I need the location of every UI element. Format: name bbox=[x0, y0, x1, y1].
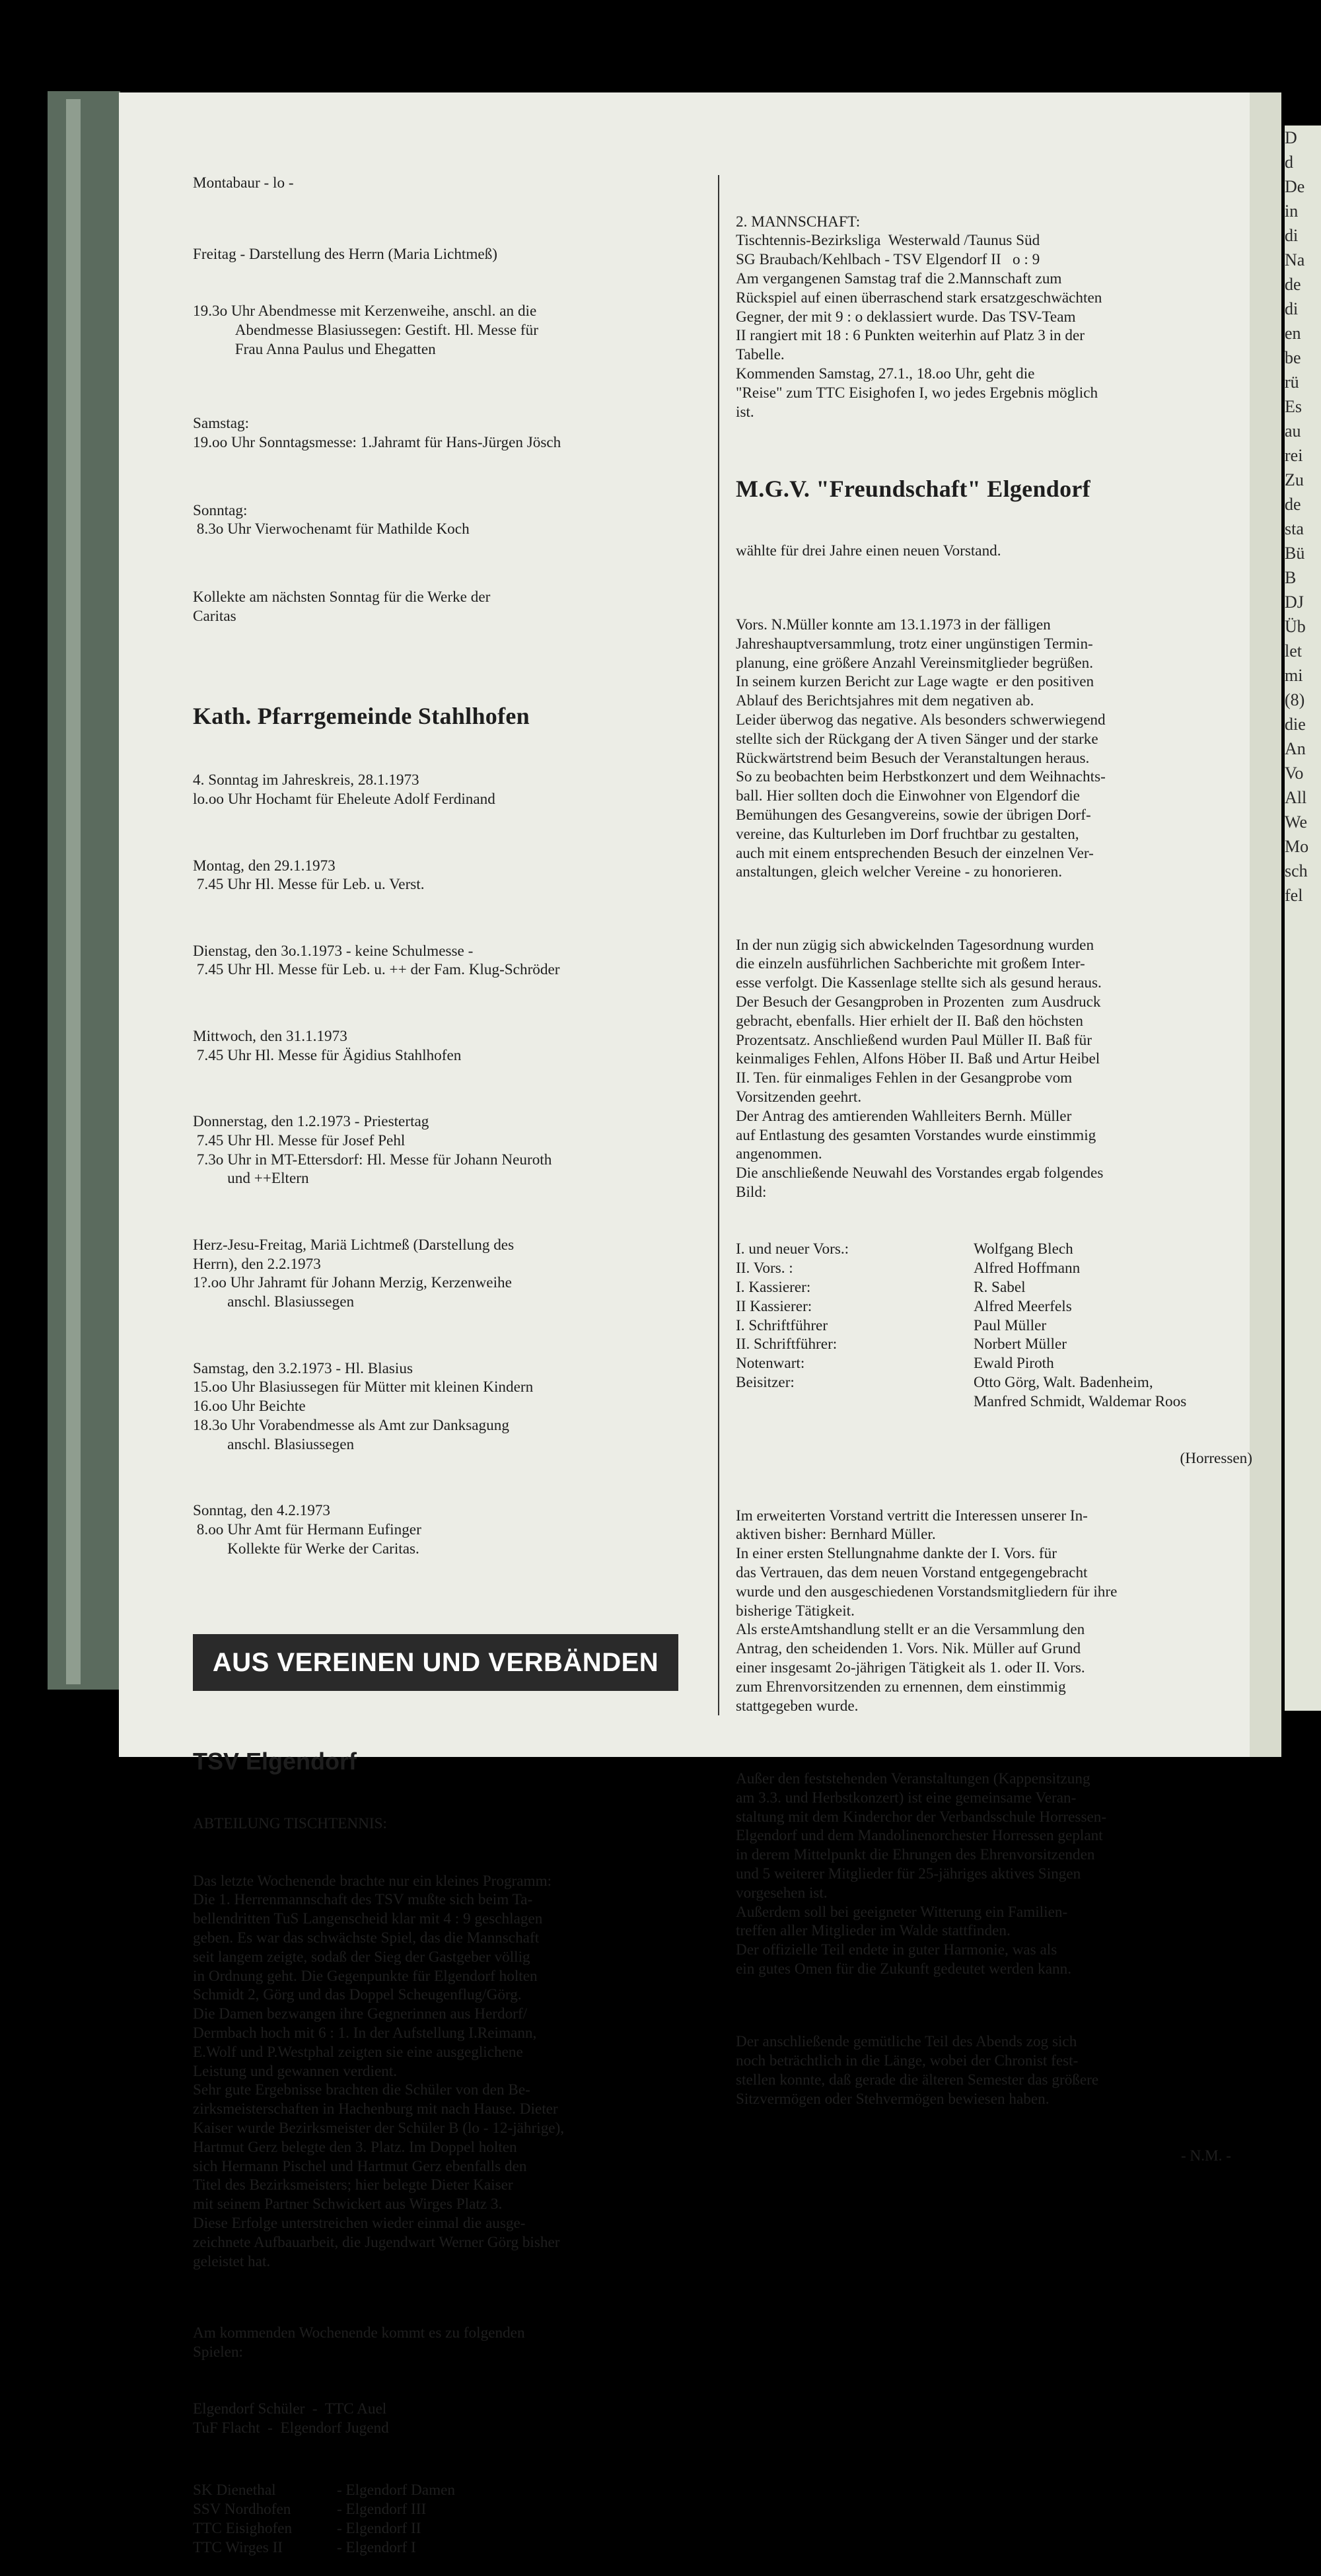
column-rule bbox=[718, 175, 719, 1715]
collection-note: Kollekte am nächsten Sonntag für die Werke der Caritas bbox=[193, 588, 491, 625]
mgv-paragraph: Im erweiterten Vorstand vertritt die Interessen unserer In- aktiven bisher: Bernhard Müller. In einer ersten Stellungnahme dankte der I. Vors. für das Vertrauen, das dem neuen Vorstand entgegengebracht wurde und den ausgeschiedenen Vorstandsmitgliedern für ihre bisherige Tätigkeit. Als ersteAmtshandlung stellt er an die Versammlung den Antrag, den scheidenden 1. Vors. Nik. Müller auf Grund einer insgesamt 2o-jährigen Tätigkeit als 1. oder II. Vors. zum Ehrenvorsitzenden zu ernennen, dem einstimmig stattgegeben wurde. bbox=[736, 1507, 1118, 1715]
strip-fragment: We bbox=[1285, 812, 1307, 832]
strip-fragment: All bbox=[1285, 788, 1307, 807]
parish-entry: Herz-Jesu-Freitag, Mariä Lichtmeß (Darstellung des Herrn), den 2.2.1973 1?.oo Uhr Jahramt für Johann Merzig, Kerzenweihe anschl. Blasiussegen bbox=[193, 1236, 515, 1311]
parish-entry: Mittwoch, den 31.1.1973 7.45 Uhr Hl. Messe für Ägidius Stahlhofen bbox=[193, 1027, 462, 1064]
parish-entry: Sonntag, den 4.2.1973 8.oo Uhr Amt für Hermann Eufinger Kollekte für Werke der Caritas. bbox=[193, 1502, 421, 1557]
strip-fragment: de bbox=[1285, 495, 1301, 514]
strip-fragment: en bbox=[1285, 324, 1301, 343]
next-page-strip bbox=[1285, 125, 1321, 1711]
officer-name: Otto Görg, Walt. Badenheim, Manfred Schmidt, Waldemar Roos bbox=[974, 1374, 1187, 1410]
officer-role: I. Schriftführer bbox=[736, 1316, 828, 1334]
officer-name: Alfred Meerfels bbox=[974, 1297, 1072, 1315]
author-signature: - N.M. - bbox=[1181, 2147, 1231, 2165]
strip-fragment: B bbox=[1285, 568, 1297, 587]
strip-fragment: An bbox=[1285, 739, 1306, 758]
club-report: Das letzte Wochenende brachte nur ein kleines Programm: Die 1. Herrenmannschaft des TSV mußte sich beim Ta- bellendritten TuS Langenscheid klar mit 4 : 9 geschlagen geben. Es war das schwächste Spiel, das die Mannschaft seit langem zeigte, sodaß der Sieg der Gastgeber völlig in Ordnung geht. Die Gegenpunkte für Elgendorf holten Schmidt 2, Görg und das Doppel Scheugenflug/Görg. Die Damen bezwangen ihre Gegnerinnen aus Herdorf/ Dermbach hoch mit 6 : 1. In der Aufstellung I.Reimann, E.Wolf und P.Westphal zeigten sie eine ausgeglichene Leistung und gewannen verdient. Sehr gute Ergebnisse brachten die Schüler von den Be- zirksmeisterschaften in Hachenburg mit nach Hause. Dieter Kaiser wurde Bezirksmeister der Schüler B (lo - 12-jährige), Hartmut Gerz belegte den 3. Platz. Im Doppel holten sich Hermann Pischel und Hartmut Gerz ebenfalls den Titel des Bezirksmeisters; hier belegte Dieter Kaiser mit seinem Partner Schwickert aus Wirges Platz 3. Diese Erfolge unterstreichen wieder einmal die ausge- zeichnete Aufbauarbeit, die Jugendwart Werner Görg bisher geleistet hat. bbox=[193, 1872, 565, 2270]
strip-fragment: DJ bbox=[1285, 592, 1304, 612]
team2-report: 2. MANNSCHAFT: Tischtennis-Bezirksliga Westerwald /Taunus Süd SG Braubach/Kehlbach - TSV Elgendorf II o : 9 Am vergangenen Samstag traf die 2.Mannschaft zum Rückspiel auf einen überraschend stark ersatzgeschwächten Gegner, der mit 9 : o deklassiert wurde. Das TSV-Team II rangiert mit 18 : 6 Punkten weiterhin auf Platz 3 in der Tabelle. Kommenden Samstag, 27.1., 18.oo Uhr, geht die "Reise" zum TTC Eisighofen I, wo jedes Ergebnis möglich ist. bbox=[736, 213, 1102, 421]
officer-role: II Kassierer: bbox=[736, 1297, 812, 1315]
mass-entry: 19.3o Uhr Abendmesse mit Kerzenweihe, anschl. an die Abendmesse Blasiussegen: Gestift. Hl. Messe für Frau Anna Paulus und Ehegatten bbox=[193, 303, 538, 358]
strip-fragment: rei bbox=[1285, 446, 1303, 465]
officers-list bbox=[736, 1240, 1271, 1411]
strip-fragment: Üb bbox=[1285, 617, 1306, 636]
strip-fragment: D bbox=[1285, 128, 1297, 147]
officer-name: Ewald Piroth bbox=[974, 1355, 1054, 1373]
running-head: Montabaur - lo - bbox=[193, 174, 294, 192]
parish-entry: Donnerstag, den 1.2.1973 - Priestertag 7.45 Uhr Hl. Messe für Josef Pehl 7.3o Uhr in MT-Ettersdorf: Hl. Messe für Johann Neuroth und ++Eltern bbox=[193, 1113, 552, 1188]
fixture-away: - Elgendorf III bbox=[337, 2501, 427, 2519]
officer-role: Notenwart: bbox=[736, 1355, 805, 1373]
section-banner: AUS VEREINEN UND VERBÄNDEN bbox=[193, 1634, 678, 1691]
mgv-subtitle: wählte für drei Jahre einen neuen Vorstand. bbox=[736, 542, 1001, 559]
officers-note: (Horressen) bbox=[1180, 1450, 1252, 1468]
officer-role: II. Schriftführer: bbox=[736, 1336, 838, 1353]
strip-fragment: in bbox=[1285, 201, 1299, 221]
officer-name: Paul Müller bbox=[974, 1316, 1047, 1334]
strip-fragment: be bbox=[1285, 348, 1301, 367]
mgv-paragraph: Vors. N.Müller konnte am 13.1.1973 in der fälligen Jahreshauptversammlung, trotz einer ungünstigen Termin- planung, eine größere Anzahl Vereinsmitglieder begrüßen. In seinem kurzen Bericht zur Lage wagte er den positiven Ablauf des Berichtsjahres mit dem negativen ab. Leider überwog das negative. Als besonders schwerwiegend stellte sich der Rückgang der A tiven Sänger und der starke Rückwärtstrend beim Besuch der Veranstaltungen heraus. So zu beobachten beim Herbstkonzert und dem Weihnachts- ball. Hier sollten doch die Einwohner von Elgendorf die Bemühungen des Gesangvereins, sowie der übrigen Dorf- vereine, das Kulturleben im Dorf fruchtbar zu gestalten, auch mit einem entsprechenden Besuch der einzelnen Ver- anstaltungen, gleich welcher Vereine - zu honorieren. bbox=[736, 616, 1106, 881]
fixtures-table bbox=[193, 2481, 705, 2557]
fixture-home: SSV Nordhofen bbox=[193, 2501, 291, 2519]
parish-entry: Dienstag, den 3o.1.1973 - keine Schulmesse - 7.45 Uhr Hl. Messe für Leb. u. ++ der Fam. Klug-Schröder bbox=[193, 942, 560, 979]
strip-fragment: mi bbox=[1285, 666, 1303, 685]
fixture-away: - Elgendorf II bbox=[337, 2519, 421, 2537]
parish-entry: Samstag, den 3.2.1973 - Hl. Blasius 15.oo Uhr Blasiussegen für Mütter mit kleinen Kindern 16.oo Uhr Beichte 18.3o Uhr Vorabendmesse als Amt zur Danksagung anschl. Blasiussegen bbox=[193, 1359, 534, 1453]
strip-fragment: sch bbox=[1285, 861, 1308, 880]
mass-entry: Samstag: 19.oo Uhr Sonntagsmesse: 1.Jahramt für Hans-Jürgen Jösch bbox=[193, 415, 561, 452]
strip-fragment: de bbox=[1285, 275, 1301, 294]
club-title: TSV Elgendorf bbox=[193, 1747, 357, 1775]
fixture-away: - Elgendorf Damen bbox=[337, 2482, 455, 2499]
fixture-home: TTC Eisighofen bbox=[193, 2519, 293, 2537]
officer-name: R. Sabel bbox=[974, 1279, 1026, 1297]
strip-fragment: let bbox=[1285, 641, 1302, 661]
next-games-intro: Am kommenden Wochenende kommt es zu folgenden Spielen: bbox=[193, 2324, 525, 2361]
strip-fragment: di bbox=[1285, 226, 1299, 245]
fixture-away: - Elgendorf I bbox=[337, 2538, 416, 2556]
fixture-home: SK Dienethal bbox=[193, 2482, 276, 2499]
officer-role: Beisitzer: bbox=[736, 1374, 795, 1392]
officer-role: I. und neuer Vors.: bbox=[736, 1240, 849, 1258]
binder-cover bbox=[48, 91, 120, 1690]
parish-entry: Montag, den 29.1.1973 7.45 Uhr Hl. Messe für Leb. u. Verst. bbox=[193, 857, 425, 894]
strip-fragment: rü bbox=[1285, 373, 1299, 392]
strip-fragment: d bbox=[1285, 153, 1293, 172]
strip-fragment: De bbox=[1285, 177, 1305, 196]
strip-fragment: Es bbox=[1285, 397, 1302, 416]
strip-fragment: Mo bbox=[1285, 837, 1309, 856]
strip-fragment: sta bbox=[1285, 519, 1304, 538]
binder-spine bbox=[66, 99, 81, 1684]
strip-fragment: di bbox=[1285, 299, 1299, 318]
strip-fragment: die bbox=[1285, 715, 1306, 734]
mgv-paragraph: Außer den feststehenden Veranstaltungen (Kappensitzung am 3.3. und Herbstkonzert) ist eine gemeinsame Veran- staltung mit dem Kinderchor der Verbandsschule Horressen- Elgendorf und dem Mandolinenorchester Horressen geplant in derem Mittelpunkt die Ehrungen des Ehrenvorsitzenden und 5 weiterer Mitglieder für 25-jähriges aktives Singen vorgesehen ist. Außerdem soll bei geeigneter Witterung ein Familien- treffen aller Mitglieder im Walde stattfinden. Der offizielle Teil endete in guter Harmonie, was als ein gutes Omen für die Zukunft gedeutet werden kann. bbox=[736, 1770, 1107, 1978]
strip-fragment: Vo bbox=[1285, 764, 1304, 783]
strip-fragment: Bü bbox=[1285, 544, 1305, 563]
mass-entry: Sonntag: 8.3o Uhr Vierwochenamt für Mathilde Koch bbox=[193, 501, 470, 538]
mgv-paragraph: Der anschließende gemütliche Teil des Abends zog sich noch beträchtlich in die Länge, wobei der Chronist fest- stellen konnte, daß gerade die älteren Semester das größere Sitzvermögen oder Stehvermögen bewiesen haben. bbox=[736, 2033, 1099, 2108]
officer-role: II. Vors. : bbox=[736, 1260, 793, 1277]
fixture-home: TTC Wirges II bbox=[193, 2538, 283, 2556]
right-column bbox=[736, 174, 1271, 2185]
strip-fragment: Na bbox=[1285, 250, 1305, 269]
mass-entry: Freitag - Darstellung des Herrn (Maria Lichtmeß) bbox=[193, 245, 498, 263]
strip-fragment: (8) bbox=[1285, 690, 1305, 709]
mgv-title: M.G.V. "Freundschaft" Elgendorf bbox=[736, 475, 1090, 502]
officer-name: Norbert Müller bbox=[974, 1336, 1067, 1353]
club-section-label: ABTEILUNG TISCHTENNIS: bbox=[193, 1815, 387, 1833]
strip-fragment: fel bbox=[1285, 886, 1303, 905]
mgv-paragraph: In der nun zügig sich abwickelnden Tagesordnung wurden die einzeln ausführlichen Sachberichte mit großem Inter- esse verfolgt. Die Kassenlage stellte sich als gesund heraus. Der Besuch der Gesangproben in Prozenten zum Ausdruck gebracht, ebenfalls. Hier erhielt der II. Baß den höchsten Prozentsatz. Anschließend wurden Paul Müller II. Baß für keinmaliges Fehlen, Alfons Höber II. Baß und Artur Heibel II. Ten. für einmaliges Fehlen in der Gesangprobe vom Vorsitzenden geehrt. Der Antrag des amtierenden Wahlleiters Bernh. Müller auf Entlastung des gesamten Vorstandes wurde einstimmig angenommen. Die anschließende Neuwahl des Vorstandes ergab folgendes Bild: bbox=[736, 936, 1104, 1201]
parish-title: Kath. Pfarrgemeinde Stahlhofen bbox=[193, 702, 530, 729]
next-games-pairs: Elgendorf Schüler - TTC Auel TuF Flacht - Elgendorf Jugend bbox=[193, 2400, 389, 2437]
strip-fragment: au bbox=[1285, 421, 1301, 441]
parish-entry: 4. Sonntag im Jahreskreis, 28.1.1973 lo.oo Uhr Hochamt für Eheleute Adolf Ferdinand bbox=[193, 771, 495, 808]
officer-role: I. Kassierer: bbox=[736, 1279, 811, 1297]
left-column bbox=[193, 135, 705, 2576]
strip-fragment: Zu bbox=[1285, 470, 1304, 489]
officer-name: Wolfgang Blech bbox=[974, 1240, 1073, 1258]
officer-name: Alfred Hoffmann bbox=[974, 1260, 1081, 1277]
